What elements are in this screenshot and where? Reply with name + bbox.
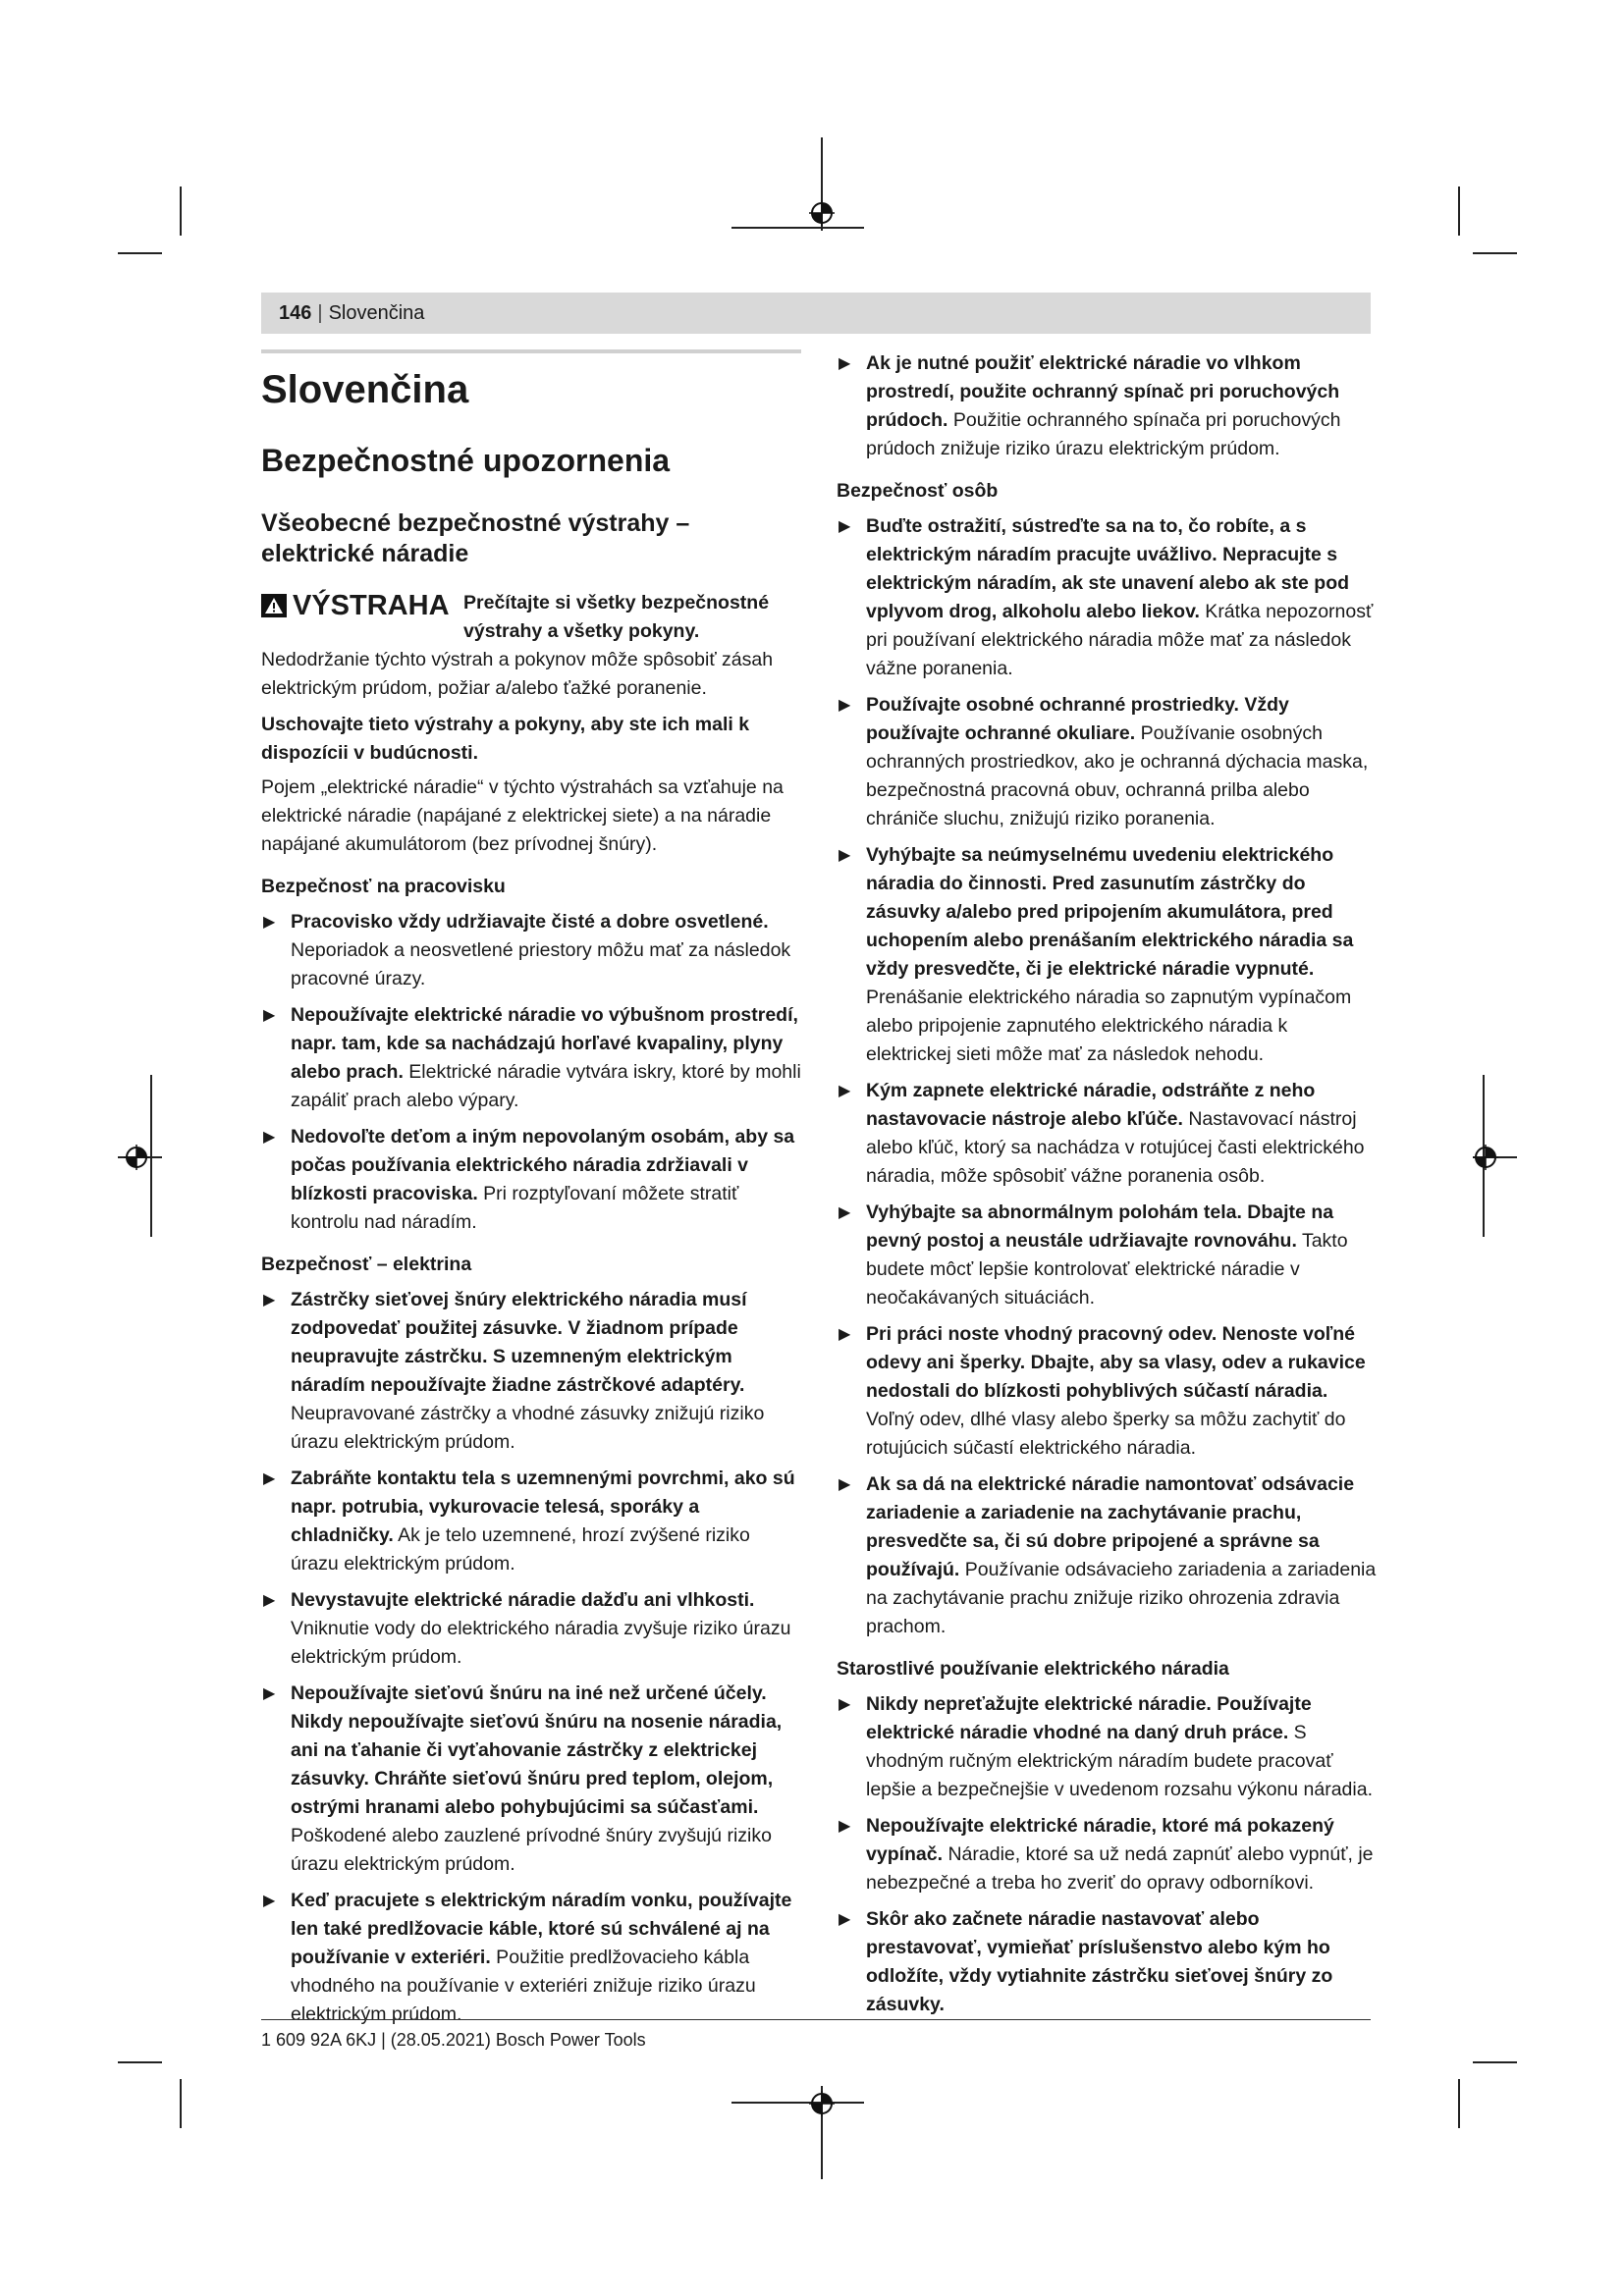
bullet-icon: ▶ bbox=[263, 1470, 276, 1487]
bullet-icon: ▶ bbox=[839, 1476, 851, 1493]
list-item bbox=[837, 512, 1377, 683]
list-item bbox=[261, 1123, 801, 1237]
section-heading: Bezpečnosť – elektrina bbox=[261, 1254, 472, 1275]
item-bold: Vyhýbajte sa abnormálnym polohám tela. Dbajte na pevný postoj a neustále udržiavajte rovnováhu. bbox=[866, 1201, 1334, 1252]
item-bold: Skôr ako začnete náradie nastavovať alebo prestavovať, vymieňať príslušenstvo alebo kým ho odložíte, vždy vytiahnite zástrčku sieťovej šnúry zo zásuvky. bbox=[866, 1908, 1333, 2015]
bullet-icon: ▶ bbox=[263, 1893, 276, 1909]
crop-mark bbox=[118, 252, 162, 254]
warning-block bbox=[261, 585, 801, 709]
safety-list bbox=[837, 512, 1377, 1641]
item-text: Náradie, ktoré sa už nedá zapnúť alebo vypnúť, je nebezpečné a treba ho zveriť do opravy odborníkovi. bbox=[866, 1843, 1374, 1894]
subsection-title: Všeobecné bezpečnostné výstrahy – elektrické náradie bbox=[261, 509, 690, 567]
item-bold: Nepoužívajte elektrické náradie vo výbušnom prostredí, napr. tam, kde sa nachádzajú horľavé kvapaliny, plyny alebo prach. bbox=[291, 1004, 798, 1083]
list-item bbox=[837, 1812, 1377, 1897]
item-bold: Pri práci noste vhodný pracovný odev. Nenoste voľné odevy ani šperky. Dbajte, aby sa vlasy, odev a rukavice nedostali do blízkosti pohyblivých súčastí náradia. bbox=[866, 1323, 1366, 1402]
crop-mark bbox=[1458, 187, 1460, 236]
item-bold: Zabráňte kontaktu tela s uzemnenými povrchmi, ako sú napr. potrubia, vykurovacie telesá, sporáky a chladničky. bbox=[291, 1468, 795, 1546]
list-item bbox=[261, 1586, 801, 1672]
safety-list bbox=[261, 908, 801, 1237]
registration-target-icon bbox=[122, 1143, 151, 1172]
bullet-icon: ▶ bbox=[263, 1007, 276, 1024]
warning-triangle-icon bbox=[261, 594, 287, 617]
item-bold: Buďte ostražití, sústreďte sa na to, čo robíte, a s elektrickým náradím pracujte uvážlivo. Nepracujte s elektrickým náradím, ak ste unavení alebo ak ste pod vplyvom drog, alkoholu alebo liekov. bbox=[866, 515, 1350, 622]
bullet-icon: ▶ bbox=[263, 1292, 276, 1308]
section-heading: Bezpečnosť na pracovisku bbox=[261, 876, 506, 897]
item-text: Elektrické náradie vytvára iskry, ktoré by mohli zapáliť prach alebo výpary. bbox=[291, 1061, 801, 1111]
list-item bbox=[837, 841, 1377, 1069]
item-bold: Ak je nutné použiť elektrické náradie vo vlhkom prostredí, použite ochranný spínač pri poruchových prúdoch. bbox=[866, 352, 1340, 431]
item-bold: Nevystavujte elektrické náradie dažďu ani vlhkosti. bbox=[291, 1589, 755, 1611]
item-text: Použitie ochranného spínača pri poruchových prúdoch znižuje riziko úrazu elektrickým prúdom. bbox=[866, 409, 1341, 459]
page-title: Slovenčina bbox=[261, 368, 469, 411]
bullet-icon: ▶ bbox=[839, 1326, 851, 1343]
item-bold: Nikdy nepreťažujte elektrické náradie. Používajte elektrické náradie vhodné na daný druh práce. bbox=[866, 1693, 1312, 1743]
bullet-icon: ▶ bbox=[839, 697, 851, 714]
item-text: S vhodným ručným elektrickým náradím budete pracovať lepšie a bezpečnejšie v uvedenom rozsahu výkonu náradia. bbox=[866, 1722, 1373, 1800]
bullet-icon: ▶ bbox=[839, 1911, 851, 1928]
item-text: Takto budete môcť lepšie kontrolovať elektrické náradie v neočakávaných situáciách. bbox=[866, 1230, 1348, 1308]
item-text: Ak je telo uzemnené, hrozí zvýšené riziko úrazu elektrickým prúdom. bbox=[291, 1524, 750, 1575]
section-heading: Starostlivé používanie elektrického náradia bbox=[837, 1658, 1229, 1680]
bullet-icon: ▶ bbox=[263, 1685, 276, 1702]
footer-text: 1 609 92A 6KJ | (28.05.2021) Bosch Power Tools bbox=[261, 2030, 646, 2050]
item-bold: Ak sa dá na elektrické náradie namontovať odsávacie zariadenie a zariadenie na zachytávanie prachu, presvedčte sa, či sú dobre pripojené a správne sa používajú. bbox=[866, 1473, 1355, 1580]
item-text: Neupravované zástrčky a vhodné zásuvky znižujú riziko úrazu elektrickým prúdom. bbox=[291, 1403, 765, 1453]
safety-list bbox=[837, 1690, 1377, 2019]
bullet-icon: ▶ bbox=[839, 1083, 851, 1099]
footer-rule bbox=[261, 2019, 1371, 2020]
bullet-icon: ▶ bbox=[263, 1129, 276, 1146]
list-item bbox=[261, 1286, 801, 1457]
header-separator: | bbox=[317, 301, 323, 324]
list-item bbox=[837, 1199, 1377, 1312]
item-bold: Keď pracujete s elektrickým náradím vonku, používajte len také predlžovacie káble, ktoré sú schválené aj na používanie v exteriéri. bbox=[291, 1890, 792, 1968]
list-item bbox=[837, 1320, 1377, 1463]
list-item bbox=[837, 1470, 1377, 1641]
registration-target-icon bbox=[807, 2089, 837, 2118]
right-column bbox=[837, 349, 1377, 2027]
warning-bold: Prečítajte si všetky bezpečnostné výstrahy a všetky pokyny. bbox=[463, 592, 770, 642]
crop-mark bbox=[1458, 2079, 1460, 2128]
warning-label bbox=[261, 589, 463, 622]
crop-mark bbox=[1473, 2061, 1517, 2063]
list-item bbox=[261, 1680, 801, 1879]
item-bold: Nepoužívajte sieťovú šnúru na iné než určené účely. Nikdy nepoužívajte sieťovú šnúru na nosenie náradia, ani na ťahanie či vyťahovanie zástrčky z elektrickej zásuvky. Chráňte sieťovú šnúru pred teplom, olejom, ostrými hranami alebo pohybujúcimi sa súčasťami. bbox=[291, 1682, 783, 1818]
registration-target-icon bbox=[1471, 1143, 1500, 1172]
item-text: Používanie osobných ochranných prostriedkov, ako je ochranná dýchacia maska, bezpečnostná pracovná obuv, ochranná prilba alebo chrániče sluchu, znižujú riziko poranenia. bbox=[866, 722, 1369, 829]
item-bold: Používajte osobné ochranné prostriedky. Vždy používajte ochranné okuliare. bbox=[866, 694, 1289, 744]
registration-target-icon bbox=[807, 198, 837, 228]
list-item bbox=[261, 1001, 801, 1115]
bullet-icon: ▶ bbox=[839, 847, 851, 864]
list-item bbox=[837, 1905, 1377, 2019]
item-bold: Kým zapnete elektrické náradie, odstráňte z neho nastavovacie nástroje alebo kľúče. bbox=[866, 1080, 1316, 1130]
item-text: Krátka nepozornosť pri používaní elektrického náradia môže mať za následok vážne poranenia. bbox=[866, 601, 1374, 679]
left-column bbox=[261, 349, 801, 2037]
list-item bbox=[837, 1690, 1377, 1804]
list-item bbox=[837, 349, 1377, 463]
item-text: Neporiadok a neosvetlené priestory môžu mať za následok pracovné úrazy. bbox=[291, 939, 791, 989]
safety-list bbox=[837, 349, 1377, 463]
list-item bbox=[261, 1887, 801, 2029]
item-bold: Nepoužívajte elektrické náradie, ktoré má pokazený vypínač. bbox=[866, 1815, 1334, 1865]
bullet-icon: ▶ bbox=[839, 355, 851, 372]
crop-mark bbox=[731, 2102, 864, 2104]
item-text: Vniknutie vody do elektrického náradia zvyšuje riziko úrazu elektrickým prúdom. bbox=[291, 1618, 791, 1668]
crop-mark bbox=[731, 227, 864, 229]
page-number: 146 bbox=[279, 301, 312, 324]
list-item bbox=[837, 1077, 1377, 1191]
bullet-icon: ▶ bbox=[263, 1592, 276, 1609]
keep-instructions: Uschovajte tieto výstrahy a pokyny, aby ste ich mali k dispozícii v budúcnosti. bbox=[261, 714, 750, 764]
bullet-icon: ▶ bbox=[839, 1818, 851, 1835]
item-text: Voľný odev, dlhé vlasy alebo šperky sa môžu zachytiť do rotujúcich súčastí elektrického náradia. bbox=[866, 1409, 1346, 1459]
section-title: Bezpečnostné upozornenia bbox=[261, 443, 671, 478]
list-item bbox=[261, 1465, 801, 1578]
item-text: Nastavovací nástroj alebo kľúč, ktorý sa nachádza v rotujúcej časti elektrického náradia, môže spôsobiť vážne poranenia osôb. bbox=[866, 1108, 1365, 1187]
crop-mark bbox=[118, 2061, 162, 2063]
bullet-icon: ▶ bbox=[263, 914, 276, 931]
item-bold: Pracovisko vždy udržiavajte čisté a dobre osvetlené. bbox=[291, 911, 769, 933]
page-header bbox=[261, 293, 1371, 334]
crop-mark bbox=[180, 2079, 182, 2128]
crop-mark bbox=[1473, 252, 1517, 254]
warning-body: Nedodržanie týchto výstrah a pokynov môže spôsobiť zásah elektrickým prúdom, požiar a/alebo ťažké poranenie. bbox=[261, 649, 774, 699]
item-text: Pri rozptyľovaní môžete stratiť kontrolu nad náradím. bbox=[291, 1183, 739, 1233]
column-top-rule bbox=[261, 349, 801, 353]
item-text: Prenášanie elektrického náradia so zapnutým vypínačom alebo pripojenie zapnutého elektrického náradia k elektrickej sieti môže mať za následok nehodu. bbox=[866, 987, 1352, 1065]
bullet-icon: ▶ bbox=[839, 1204, 851, 1221]
list-item bbox=[261, 908, 801, 993]
item-text: Poškodené alebo zauzlené prívodné šnúry zvyšujú riziko úrazu elektrickým prúdom. bbox=[291, 1825, 772, 1875]
crop-mark bbox=[180, 187, 182, 236]
section-heading: Bezpečnosť osôb bbox=[837, 480, 999, 502]
header-section: Slovenčina bbox=[328, 301, 425, 324]
item-text: Používanie odsávacieho zariadenia a zariadenia na zachytávanie prachu znižuje riziko ohrozenia zdravia prachom. bbox=[866, 1559, 1377, 1637]
warning-label-text: VÝSTRAHA bbox=[293, 590, 450, 621]
item-bold: Nedovoľte deťom a iným nepovolaným osobám, aby sa počas používania elektrického náradia zdržiavali v blízkosti pracoviska. bbox=[291, 1126, 795, 1204]
bullet-icon: ▶ bbox=[839, 518, 851, 535]
list-item bbox=[837, 691, 1377, 833]
bullet-icon: ▶ bbox=[839, 1696, 851, 1713]
item-bold: Vyhýbajte sa neúmyselnému uvedeniu elektrického náradia do činnosti. Pred zasunutím zástrčky do zásuvky a/alebo pred pripojením akumulátora, pred uchopením alebo prenášaním elektrického náradia sa vždy presvedčte, či je elektrické náradie vypnuté. bbox=[866, 844, 1354, 980]
safety-list bbox=[261, 1286, 801, 2029]
item-text: Použitie predlžovacieho kábla vhodného na používanie v exteriéri znižuje riziko úrazu elektrickým prúdom. bbox=[291, 1947, 756, 2025]
definition-paragraph: Pojem „elektrické náradie“ v týchto výstrahách sa vzťahuje na elektrické náradie (napájané z elektrickej siete) a na náradie napájané akumulátorom (bez prívodnej šnúry). bbox=[261, 776, 784, 855]
item-bold: Zástrčky sieťovej šnúry elektrického náradia musí zodpovedať použitej zásuvke. V žiadnom prípade neupravujte zástrčku. S uzemneným elektrickým náradím nepoužívajte žiadne zástrčkové adaptéry. bbox=[291, 1289, 747, 1396]
